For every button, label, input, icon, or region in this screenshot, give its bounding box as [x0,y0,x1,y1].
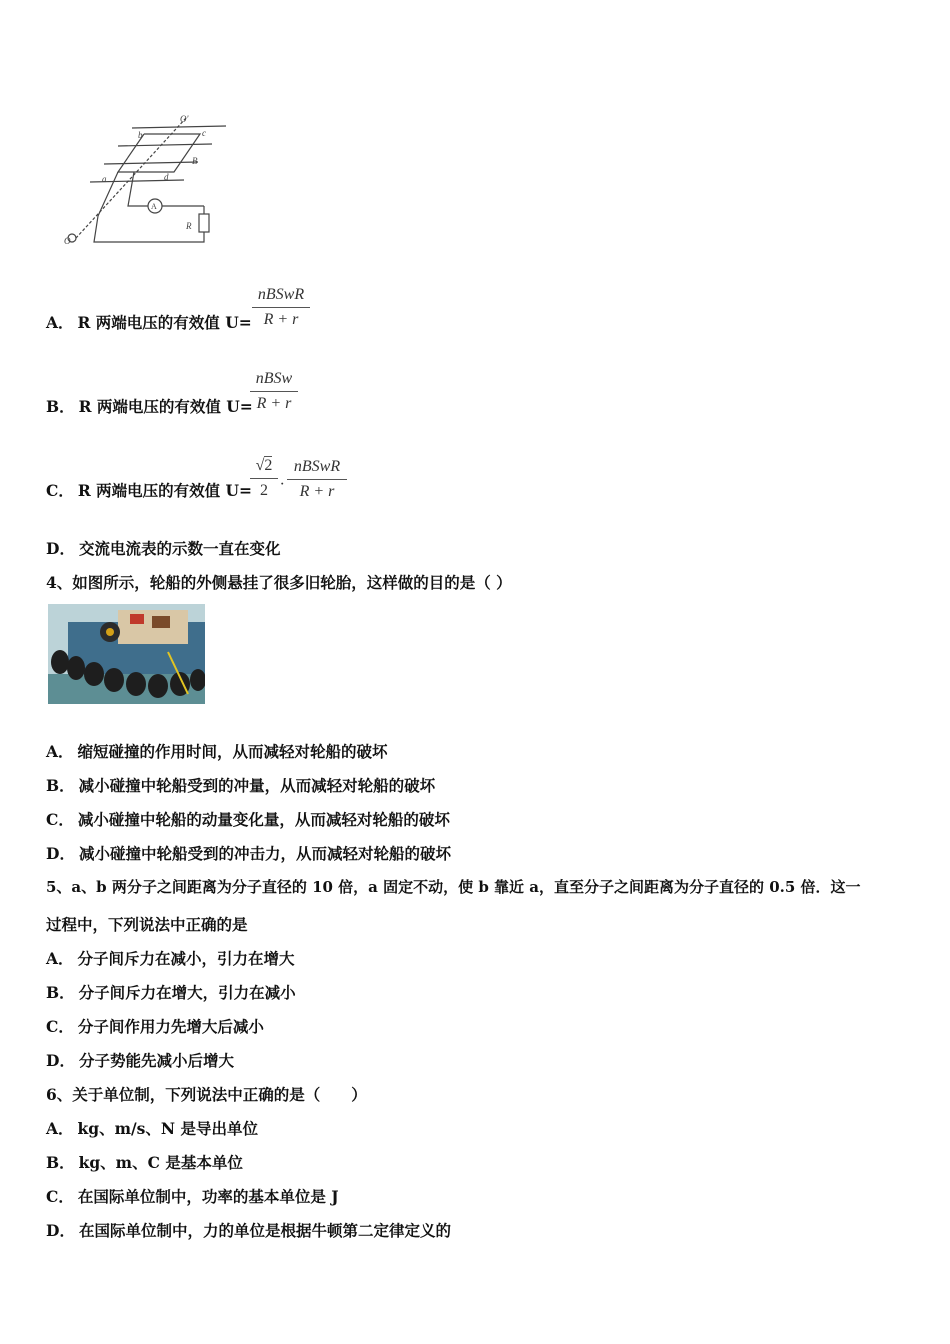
q3-option-d[interactable]: D． 交流电流表的示数一直在变化 [46,539,281,558]
tugboat-with-tires-photo [48,604,205,704]
sqrt-icon: √ [255,457,265,474]
q6-option-c[interactable]: C． 在国际单位制中，功率的基本单位是 J [46,1187,339,1206]
lead-wire [128,172,148,206]
label-c: c [202,128,206,138]
q4-option-b[interactable]: B． 减小碰撞中轮船受到的冲量，从而减轻对轮船的破坏 [46,776,436,795]
q3-option-c[interactable]: C． R 两端电压的有效值 U= [46,481,253,500]
q5-option-c[interactable]: C． 分子间作用力先增大后减小 [46,1017,264,1036]
q5-option-b[interactable]: B． 分子间斥力在增大，引力在减小 [46,983,296,1002]
label-b: b [138,130,143,140]
q3-option-b[interactable]: B． R 两端电压的有效值 U= [46,397,253,416]
q4-option-a[interactable]: A． 缩短碰撞的作用时间，从而减轻对轮船的破坏 [46,742,388,761]
field-line [104,162,198,164]
q3-option-c-formula: nBSwR R + r [287,458,347,501]
q3-option-c-sqrt2-over-2: √2 2 [250,457,278,500]
q4-option-c[interactable]: C． 减小碰撞中轮船的动量变化量，从而减轻对轮船的破坏 [46,810,450,829]
q4-option-d[interactable]: D． 减小碰撞中轮船受到的冲击力，从而减轻对轮船的破坏 [46,844,451,863]
label-o-prime: O' [180,114,189,124]
q3-option-a-formula: nBSwR R + r [252,286,310,329]
label-field-B: B [192,156,198,166]
q6-option-b[interactable]: B． kg、m、C 是基本单位 [46,1153,243,1172]
q6-option-d[interactable]: D． 在国际单位制中，力的单位是根据牛顿第二定律定义的 [46,1221,451,1240]
q6-option-a[interactable]: A． kg、m/s、N 是导出单位 [46,1119,258,1138]
field-line [118,144,212,146]
q5-option-d[interactable]: D． 分子势能先减小后增大 [46,1051,234,1070]
q5-stem-line2: 过程中，下列说法中正确的是 [46,915,248,934]
coil-abcd [118,134,200,172]
label-a: a [102,174,107,184]
label-R: R [186,221,192,231]
q4-stem: 4、如图所示，轮船的外侧悬挂了很多旧轮胎，这样做的目的是（ ） [46,573,512,592]
label-o: O [64,236,71,246]
label-ammeter: A [151,202,157,211]
q3-option-a[interactable]: A． R 两端电压的有效值 U= [46,313,252,332]
q3-option-c-dot: · [280,476,284,493]
q5-stem-line1: 5、a、b 两分子之间距离为分子直径的 10 倍，a 固定不动，使 b 靠近 a，直至分子之间距离为分子直径的 0.5 倍．这一 [46,878,861,896]
q3-option-b-formula: nBSw R + r [250,370,298,413]
rotation-axis [76,118,186,238]
q6-stem: 6、关于单位制，下列说法中正确的是（ ） [46,1085,367,1104]
label-d: d [164,172,169,182]
resistor-R [199,214,209,232]
q5-option-a[interactable]: A． 分子间斥力在减小，引力在增大 [46,949,295,968]
generator-circuit-diagram [62,96,242,254]
